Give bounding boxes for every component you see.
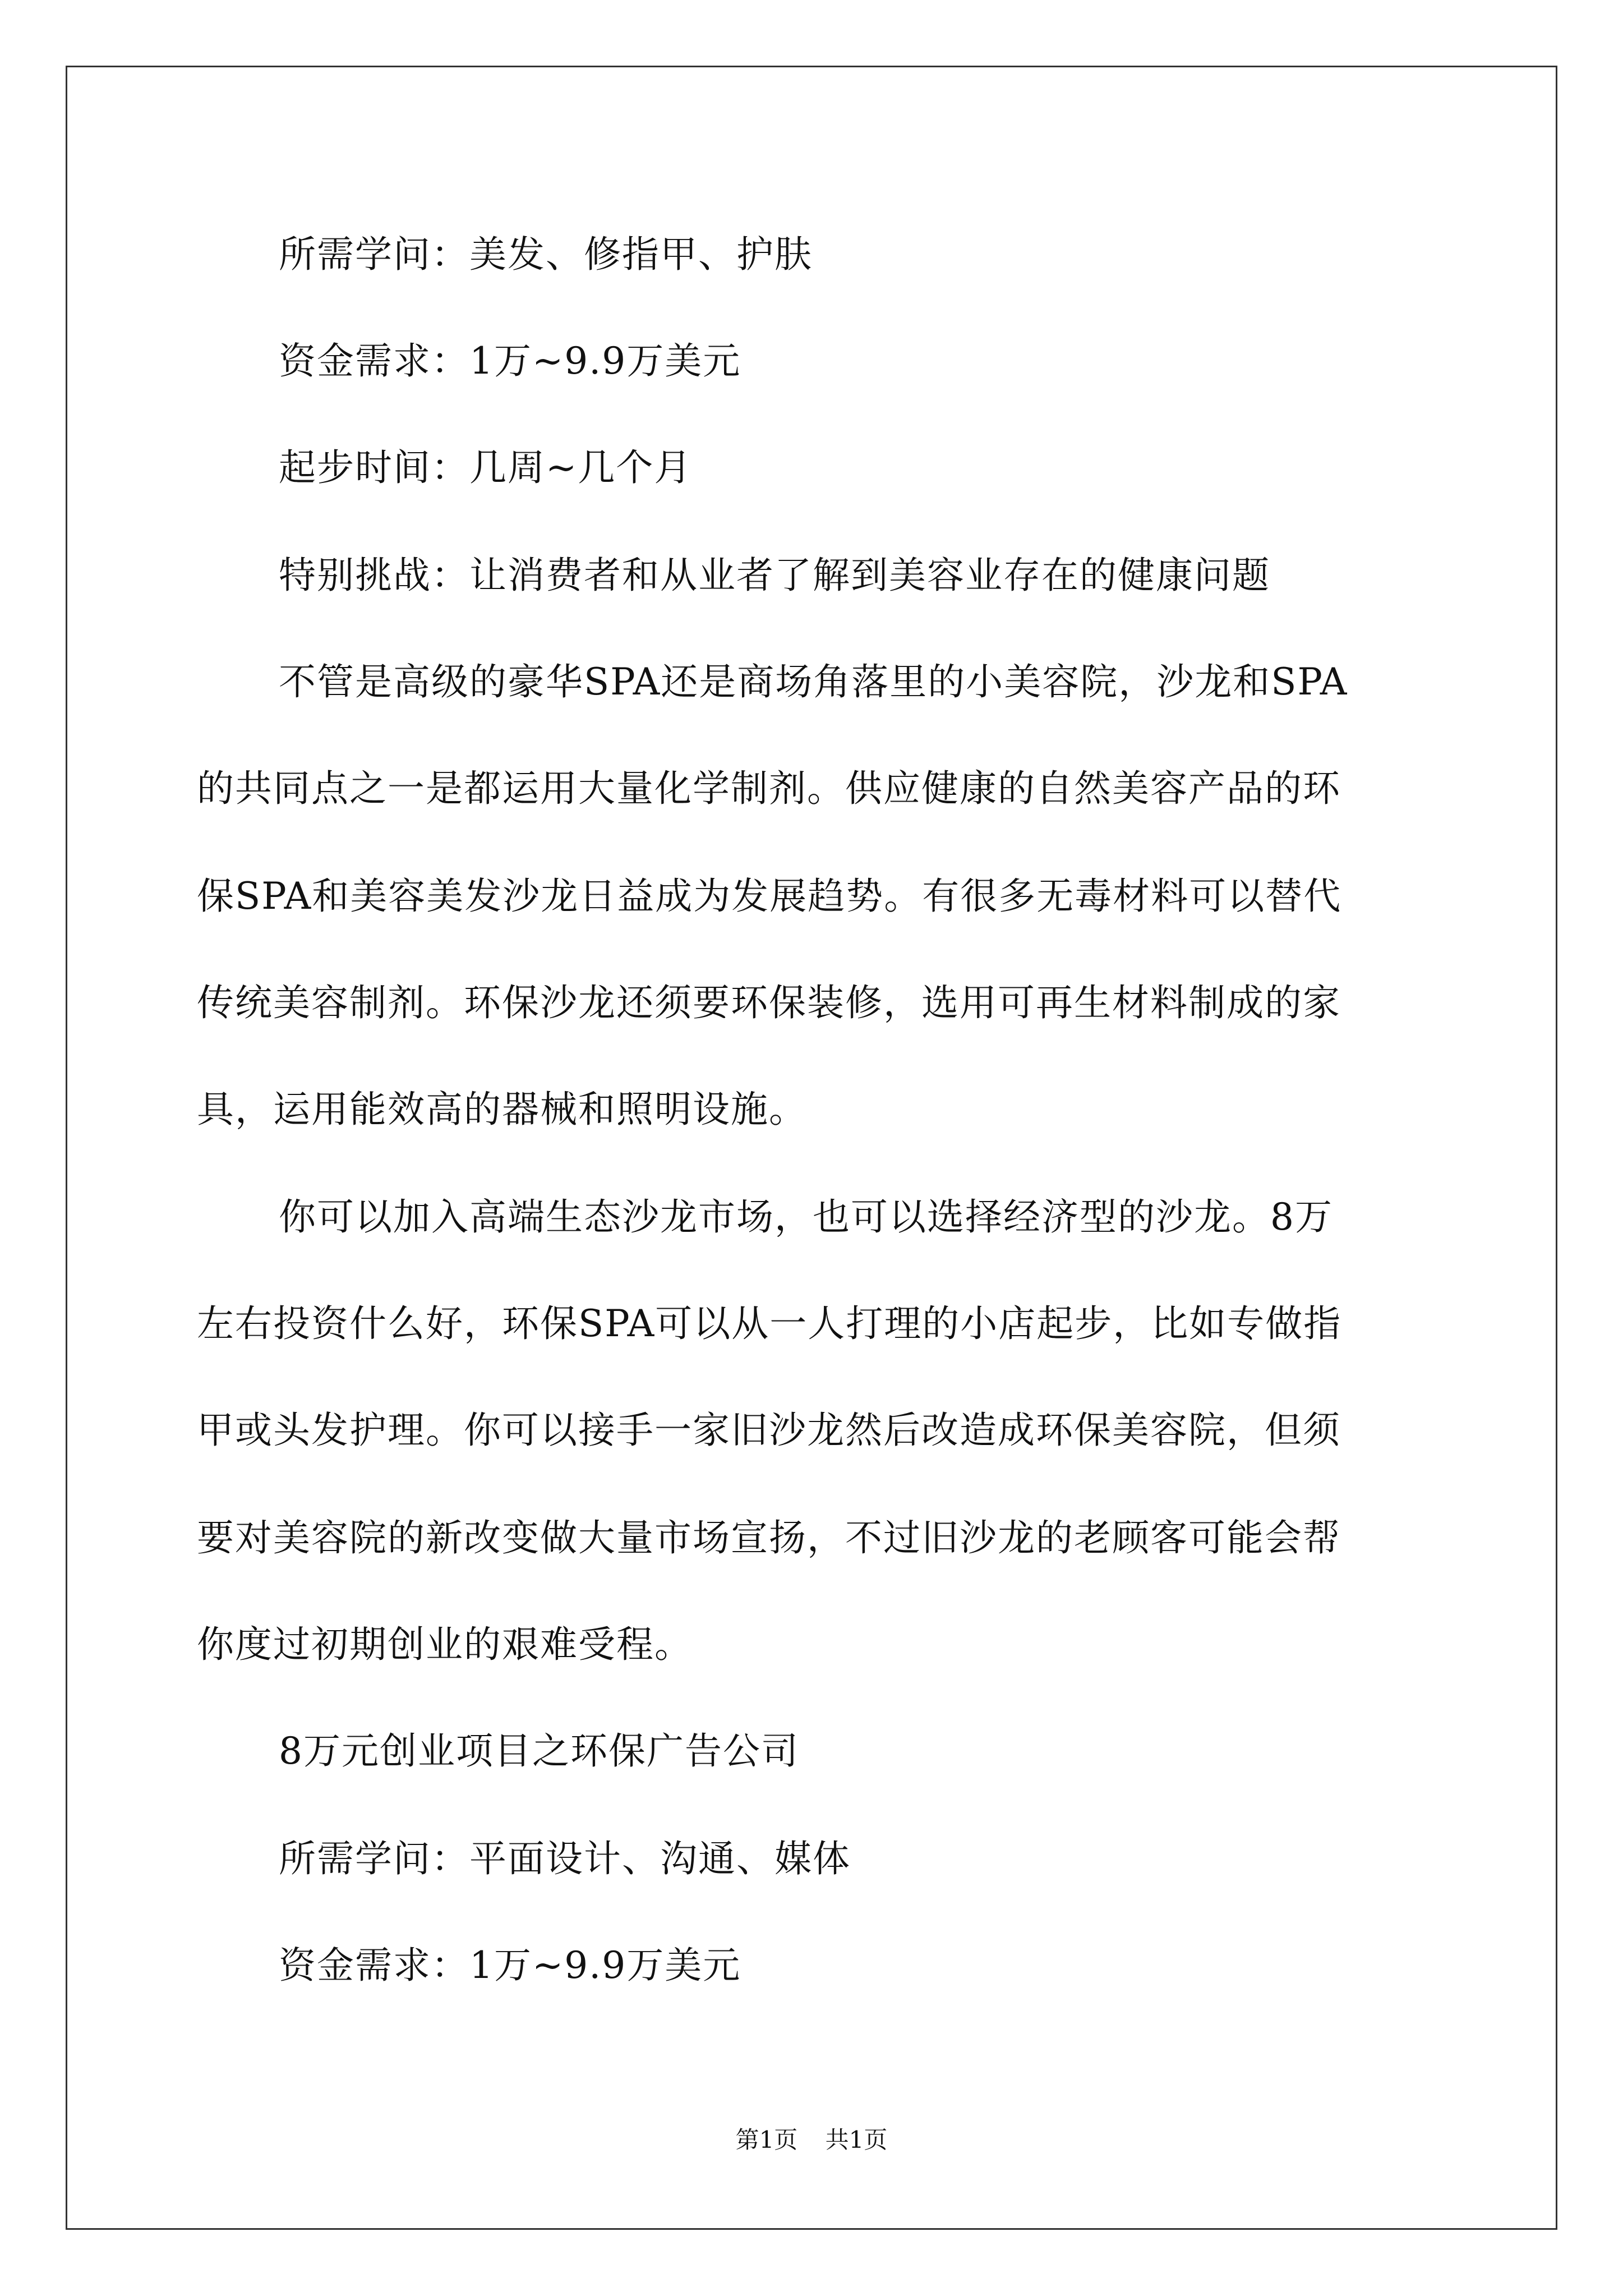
text-line: 所需学问：平面设计、沟通、媒体 (279, 1837, 851, 1880)
paragraph-line: 要对美容院的新改变做大量市场宣扬，不过旧沙龙的老顾客可能会帮 (197, 1516, 1341, 1559)
paragraph-line: 传统美容制剂。环保沙龙还须要环保装修，选用可再生材料制成的家 (197, 981, 1341, 1024)
paragraph-line: 你可以加入高端生态沙龙市场，也可以选择经济型的沙龙。8万 (279, 1195, 1333, 1239)
page-footer (0, 2122, 1623, 2155)
text-line: 所需学问：美发、修指甲、护肤 (279, 233, 813, 276)
paragraph-line: 不管是高级的豪华SPA还是商场角落里的小美容院，沙龙和SPA (279, 660, 1348, 703)
text-line: 资金需求：1万~9.9万美元 (279, 1944, 741, 1987)
page-total: 共1页 (825, 2126, 888, 2154)
paragraph-line: 具，运用能效高的器械和照明设施。 (197, 1088, 807, 1131)
paragraph-line: 左右投资什么好，环保SPA可以从一人打理的小店起步，比如专做指 (197, 1302, 1342, 1345)
text-line: 起步时间：几周~几个月 (279, 446, 693, 489)
paragraph-line: 保SPA和美容美发沙龙日益成为发展趋势。有很多无毒材料可以替代 (197, 875, 1342, 918)
page-number: 第1页 (735, 2126, 798, 2154)
paragraph-line: 的共同点之一是都运用大量化学制剂。供应健康的自然美容产品的环 (197, 767, 1341, 810)
section-heading: 8万元创业项目之环保广告公司 (279, 1729, 799, 1773)
paragraph-line: 甲或头发护理。你可以接手一家旧沙龙然后改造成环保美容院，但须 (197, 1409, 1341, 1452)
page-border (66, 66, 1557, 2230)
text-line: 资金需求：1万~9.9万美元 (279, 339, 741, 383)
paragraph-line: 你度过初期创业的艰难受程。 (197, 1623, 693, 1666)
text-line: 特别挑战：让消费者和从业者了解到美容业存在的健康问题 (279, 554, 1270, 597)
